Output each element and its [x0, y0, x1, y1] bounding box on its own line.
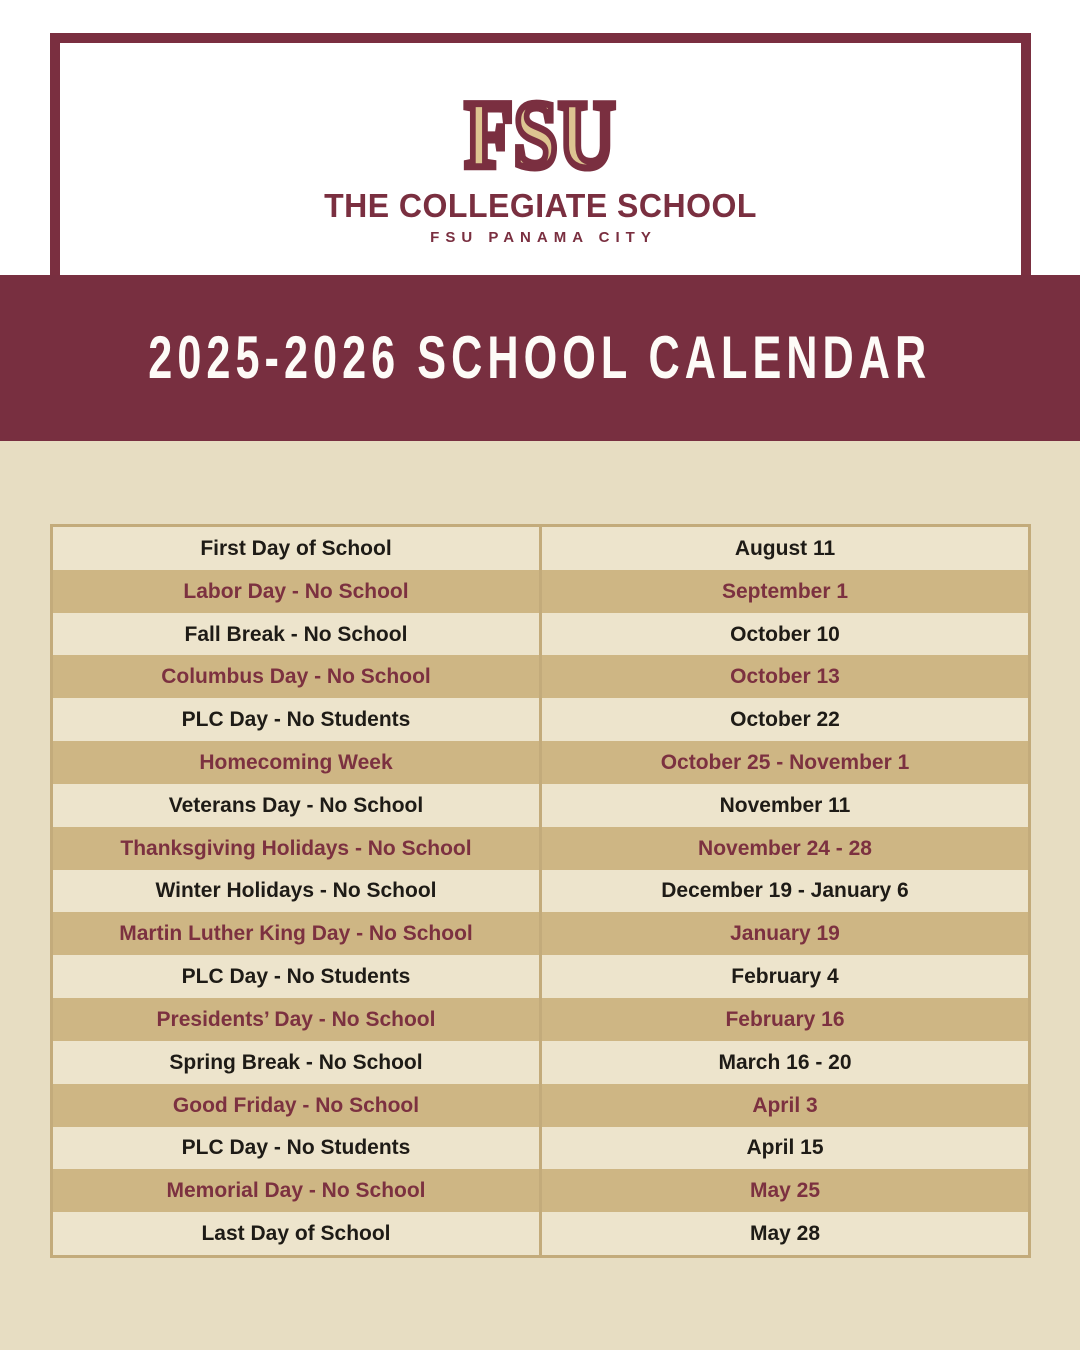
event-cell: Veterans Day - No School	[53, 784, 539, 827]
event-cell: PLC Day - No Students	[53, 1127, 539, 1170]
date-cell: January 19	[542, 912, 1028, 955]
event-cell: Homecoming Week	[53, 741, 539, 784]
date-cell: October 22	[542, 698, 1028, 741]
date-cell: November 11	[542, 784, 1028, 827]
date-cell: September 1	[542, 570, 1028, 613]
event-cell: Winter Holidays - No School	[53, 870, 539, 913]
event-cell: PLC Day - No Students	[53, 698, 539, 741]
event-cell: Martin Luther King Day - No School	[53, 912, 539, 955]
date-cell: February 16	[542, 998, 1028, 1041]
event-cell: Presidents’ Day - No School	[53, 998, 539, 1041]
campus-name-text: FSU PANAMA CITY	[430, 229, 657, 246]
date-cell: May 25	[542, 1169, 1028, 1212]
event-cell: Labor Day - No School	[53, 570, 539, 613]
date-cell: March 16 - 20	[542, 1041, 1028, 1084]
event-cell: First Day of School	[53, 527, 539, 570]
page-title: 2025-2026 SCHOOL CALENDAR	[148, 324, 932, 391]
date-cell: April 3	[542, 1084, 1028, 1127]
event-cell: Columbus Day - No School	[53, 655, 539, 698]
header-section	[0, 0, 1080, 275]
event-cell: Last Day of School	[53, 1212, 539, 1255]
date-cell: October 25 - November 1	[542, 741, 1028, 784]
calendar-section	[0, 441, 1080, 1350]
fsu-logo: FSU	[464, 81, 617, 188]
date-cell: October 13	[542, 655, 1028, 698]
event-cell: Good Friday - No School	[53, 1084, 539, 1127]
date-cell: October 10	[542, 613, 1028, 656]
event-cell: Spring Break - No School	[53, 1041, 539, 1084]
event-cell: Fall Break - No School	[53, 613, 539, 656]
event-cell: Thanksgiving Holidays - No School	[53, 827, 539, 870]
date-cell: August 11	[542, 527, 1028, 570]
event-cell: Memorial Day - No School	[53, 1169, 539, 1212]
date-cell: December 19 - January 6	[542, 870, 1028, 913]
logo-card-frame	[50, 33, 1031, 275]
title-banner	[0, 275, 1080, 441]
date-cell: February 4	[542, 955, 1028, 998]
date-cell: November 24 - 28	[542, 827, 1028, 870]
school-name-text: THE COLLEGIATE SCHOOL	[324, 187, 757, 224]
calendar-table	[50, 524, 1031, 1258]
event-cell: PLC Day - No Students	[53, 955, 539, 998]
date-cell: April 15	[542, 1127, 1028, 1170]
date-cell: May 28	[542, 1212, 1028, 1255]
